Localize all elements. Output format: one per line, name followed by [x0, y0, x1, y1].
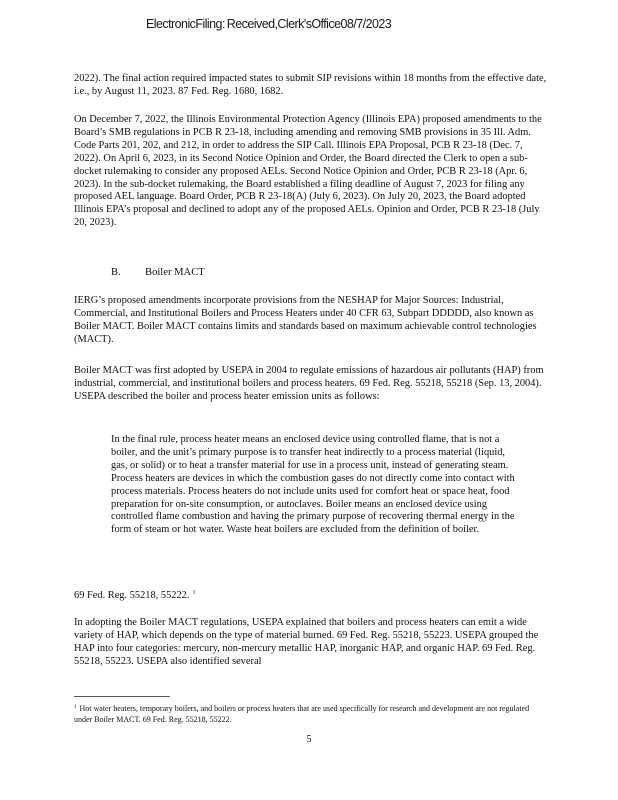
footnote — [74, 703, 544, 725]
footnote-text: Hot water heaters, temporary boilers, and boilers or process heaters that are used specifically for research and development are not regulated under Boiler MACT. 69 Fed. Reg. 55218, 55222. — [74, 704, 530, 724]
paragraph-sip-deadline: 2022). The final action required impacted states to submit SIP revisions within 18 months from the effective date, i.e., by August 11, 2023. 87 Fed. Reg. 1680, 1682. — [74, 73, 547, 97]
paragraph-boiler-mact-history: Boiler MACT was first adopted by USEPA in 2004 to regulate emissions of hazardous air pollutants (HAP) from industrial, commercial, and institutional boilers and process heaters. 69 Fed. Reg. 55218, 55218 (Sep. 13, 2004). USEPA described the boiler and process heater emission units as follows: — [74, 365, 544, 402]
footnote-marker: 1 — [74, 705, 77, 710]
paragraph-ierg-amendments: IERG’s proposed amendments incorporate provisions from the NESHAP for Major Sources: Industrial, Commercial, and Institutional Boilers and Process Heaters under 40 CFR 63, Subpart DDDDD, also known as Boiler MACT. Boiler MACT contains limits and standards based on maximum achievable control technologies (MACT). — [74, 295, 537, 345]
footnote-reference[interactable]: 1 — [192, 590, 196, 596]
paragraph-illinois-epa-proposal: On December 7, 2022, the Illinois Environmental Protection Agency (Illinois EPA) proposed amendments to the Board’s SMB regulations in PCB R 23-18, including amending and removing SMB provisions in 35 Ill. Adm. Code Parts 201, 202, and 212, in order to address the SIP Call. Illinois EPA Proposal, PCB R 23-18 (Dec. 7, 2022). On April 6, 2023, in its Second Notice Opinion and Order, the Board directed the Clerk to open a sub-docket rulemaking to consider any proposed AELs. Second Notice Opinion and Order, PCB R 23-18 (Apr. 6, 2023). In the sub-docket rulemaking, the Board established a filing deadline of August 7, 2023 for filing any proposed AEL language. Board Order, PCB R 23-18(A) (July 6, 2023). On July 20, 2023, the Board adopted Illinois EPA’s proposal and declined to adopt any of the proposed AELs. Opinion and Order, PCB R 23-18 (July 20, 2023). — [74, 114, 542, 229]
paragraph-hap-categories: In adopting the Boiler MACT regulations, USEPA explained that boilers and process heaters can emit a wide variety of HAP, which depends on the type of material burned. 69 Fed. Reg. 55218, 55223. USEPA grouped the HAP into four categories: mercury, non-mercury metallic HAP, inorganic HAP, and organic HAP. 69 Fed. Reg. 55218, 55223. USEPA also identified several — [74, 617, 539, 667]
quote-citation — [74, 587, 550, 603]
section-letter: B. — [111, 267, 121, 278]
quote-citation-text: 69 Fed. Reg. 55218, 55222. — [74, 590, 190, 601]
footnote-divider — [74, 696, 170, 697]
page-number: 5 — [306, 734, 312, 745]
section-heading — [111, 267, 205, 278]
section-title: Boiler MACT — [145, 267, 205, 278]
block-quote: In the final rule, process heater means an enclosed device using controlled flame, that is not a boiler, and the unit’s primary purpose is to transfer heat indirectly to a process material (liquid, gas, or solid) or to heat a transfer material for use in a process unit, instead of generating steam. Process heaters are devices in which the combustion gases do not directly come into contact with process materials. Process heaters do not include units used for comfort heat or space heat, food preparation for on-site consumption, or autoclaves. Boiler means an enclosed device using controlled flame combustion and having the primary purpose of recovering thermal energy in the form of steam or hot water. Waste heat boilers are excluded from the definition of boiler. — [111, 434, 515, 536]
filing-stamp: ElectronicFiling: Received,Clerk'sOffice08/7/2023 — [146, 17, 392, 31]
